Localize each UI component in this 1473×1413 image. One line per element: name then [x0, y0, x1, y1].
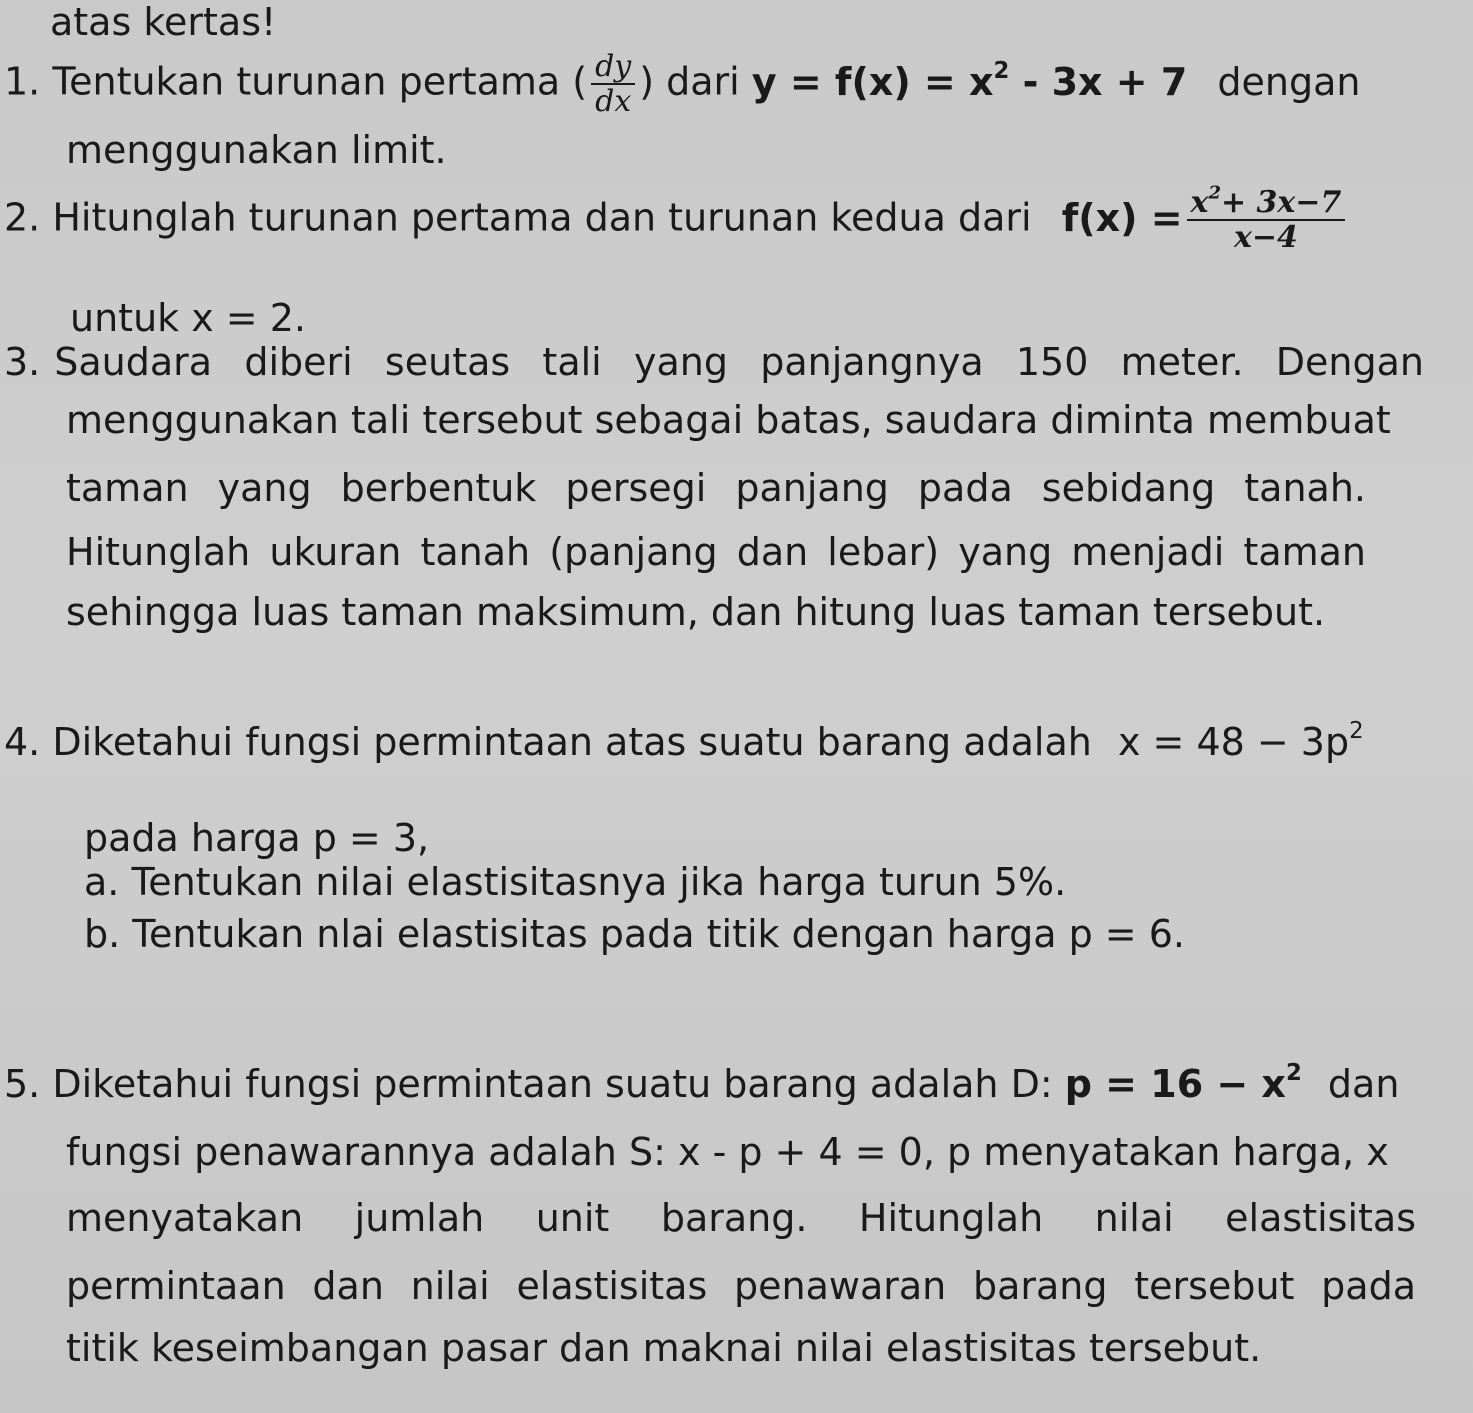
fraction-denominator: dx — [595, 84, 632, 119]
question-2-fraction — [1187, 182, 1346, 255]
question-1-line-2: menggunakan limit. — [66, 128, 447, 172]
question-3-line-3: taman yang berbentuk persegi panjang pada sebidang tanah. — [66, 466, 1366, 510]
fraction-numerator: dy — [591, 50, 635, 85]
question-3-line-1 — [4, 340, 1424, 384]
question-5-equation — [1064, 1059, 1302, 1106]
question-4-line-2: pada harga p = 3, — [84, 816, 430, 860]
question-1-line-1 — [4, 50, 1360, 118]
question-4-number: 4. — [4, 720, 41, 764]
question-5-text: Diketahui fungsi permintaan suatu barang adalah D: — [52, 1062, 1053, 1106]
question-5-line-1 — [4, 1059, 1400, 1106]
fraction-numerator — [1187, 182, 1346, 221]
question-4-item-b: b. Tentukan nlai elastisitas pada titik dengan harga p = 6. — [84, 912, 1185, 956]
question-2-line-2: untuk x = 2. — [70, 296, 306, 340]
question-2-text: Hitunglah turunan pertama dan turunan kedua dari — [52, 195, 1032, 240]
equation-part: p = 16 − x — [1064, 1062, 1286, 1106]
equation-exponent: 2 — [1285, 1059, 1302, 1086]
header-text: atas kertas! — [50, 0, 277, 44]
question-3-number: 3. — [4, 340, 41, 384]
question-5-text-post: p menyatakan harga, x — [947, 1130, 1389, 1174]
question-1-text-pre: Tentukan turunan pertama ( — [52, 59, 588, 104]
question-5-line-2 — [66, 1130, 1389, 1174]
question-1-number: 1. — [4, 59, 41, 104]
question-1-equation — [751, 57, 1188, 104]
question-4-equation — [1117, 717, 1364, 764]
equation-part: y = f(x) = x — [751, 59, 994, 104]
question-4-item-a: a. Tentukan nilai elastisitasnya jika harga turun 5%. — [84, 860, 1067, 904]
numerator-part: + 3x−7 — [1220, 185, 1342, 220]
question-4-line-1 — [4, 717, 1364, 764]
question-5-text-pre: fungsi penawarannya adalah S: — [66, 1130, 666, 1174]
question-2-fx: f(x) = — [1061, 195, 1183, 240]
question-3-line-4: Hitunglah ukuran tanah (panjang dan lebar) yang menjadi taman — [66, 530, 1366, 574]
equation-exponent: 2 — [993, 57, 1010, 84]
question-5-line-3: menyatakan jumlah unit barang. Hitunglah nilai elastisitas — [66, 1196, 1416, 1240]
question-4-text: Diketahui fungsi permintaan atas suatu barang adalah — [52, 720, 1092, 764]
equation-exponent: 2 — [1349, 717, 1364, 744]
fraction-denominator: x−4 — [1233, 220, 1298, 255]
dy-dx-fraction — [591, 50, 635, 118]
equation-part: - 3x + 7 — [1009, 59, 1188, 104]
question-3-line-2: menggunakan tali tersebut sebagai batas, saudara diminta membuat — [66, 398, 1391, 442]
question-5-line-5: titik keseimbangan pasar dan maknai nilai elastisitas tersebut. — [66, 1326, 1262, 1370]
question-5-supply-equation: x - p + 4 = 0, — [678, 1130, 935, 1174]
numerator-exponent: 2 — [1208, 182, 1221, 204]
question-3-text: Saudara diberi seutas tali yang panjangnya 150 meter. Dengan — [54, 340, 1424, 384]
question-2-line-1 — [4, 182, 1349, 255]
question-1-text-mid: ) dari — [639, 59, 740, 104]
question-5-line-4: permintaan dan nilai elastisitas penawaran barang tersebut pada — [66, 1264, 1416, 1308]
question-3-line-5: sehingga luas taman maksimum, dan hitung luas taman tersebut. — [66, 590, 1326, 634]
question-2-number: 2. — [4, 195, 41, 240]
numerator-part: x — [1190, 185, 1209, 220]
question-1-text-post: dengan — [1217, 59, 1361, 104]
question-5-number: 5. — [4, 1062, 41, 1106]
question-5-text-post: dan — [1327, 1062, 1400, 1106]
equation-part: x = 48 − 3p — [1117, 720, 1350, 764]
